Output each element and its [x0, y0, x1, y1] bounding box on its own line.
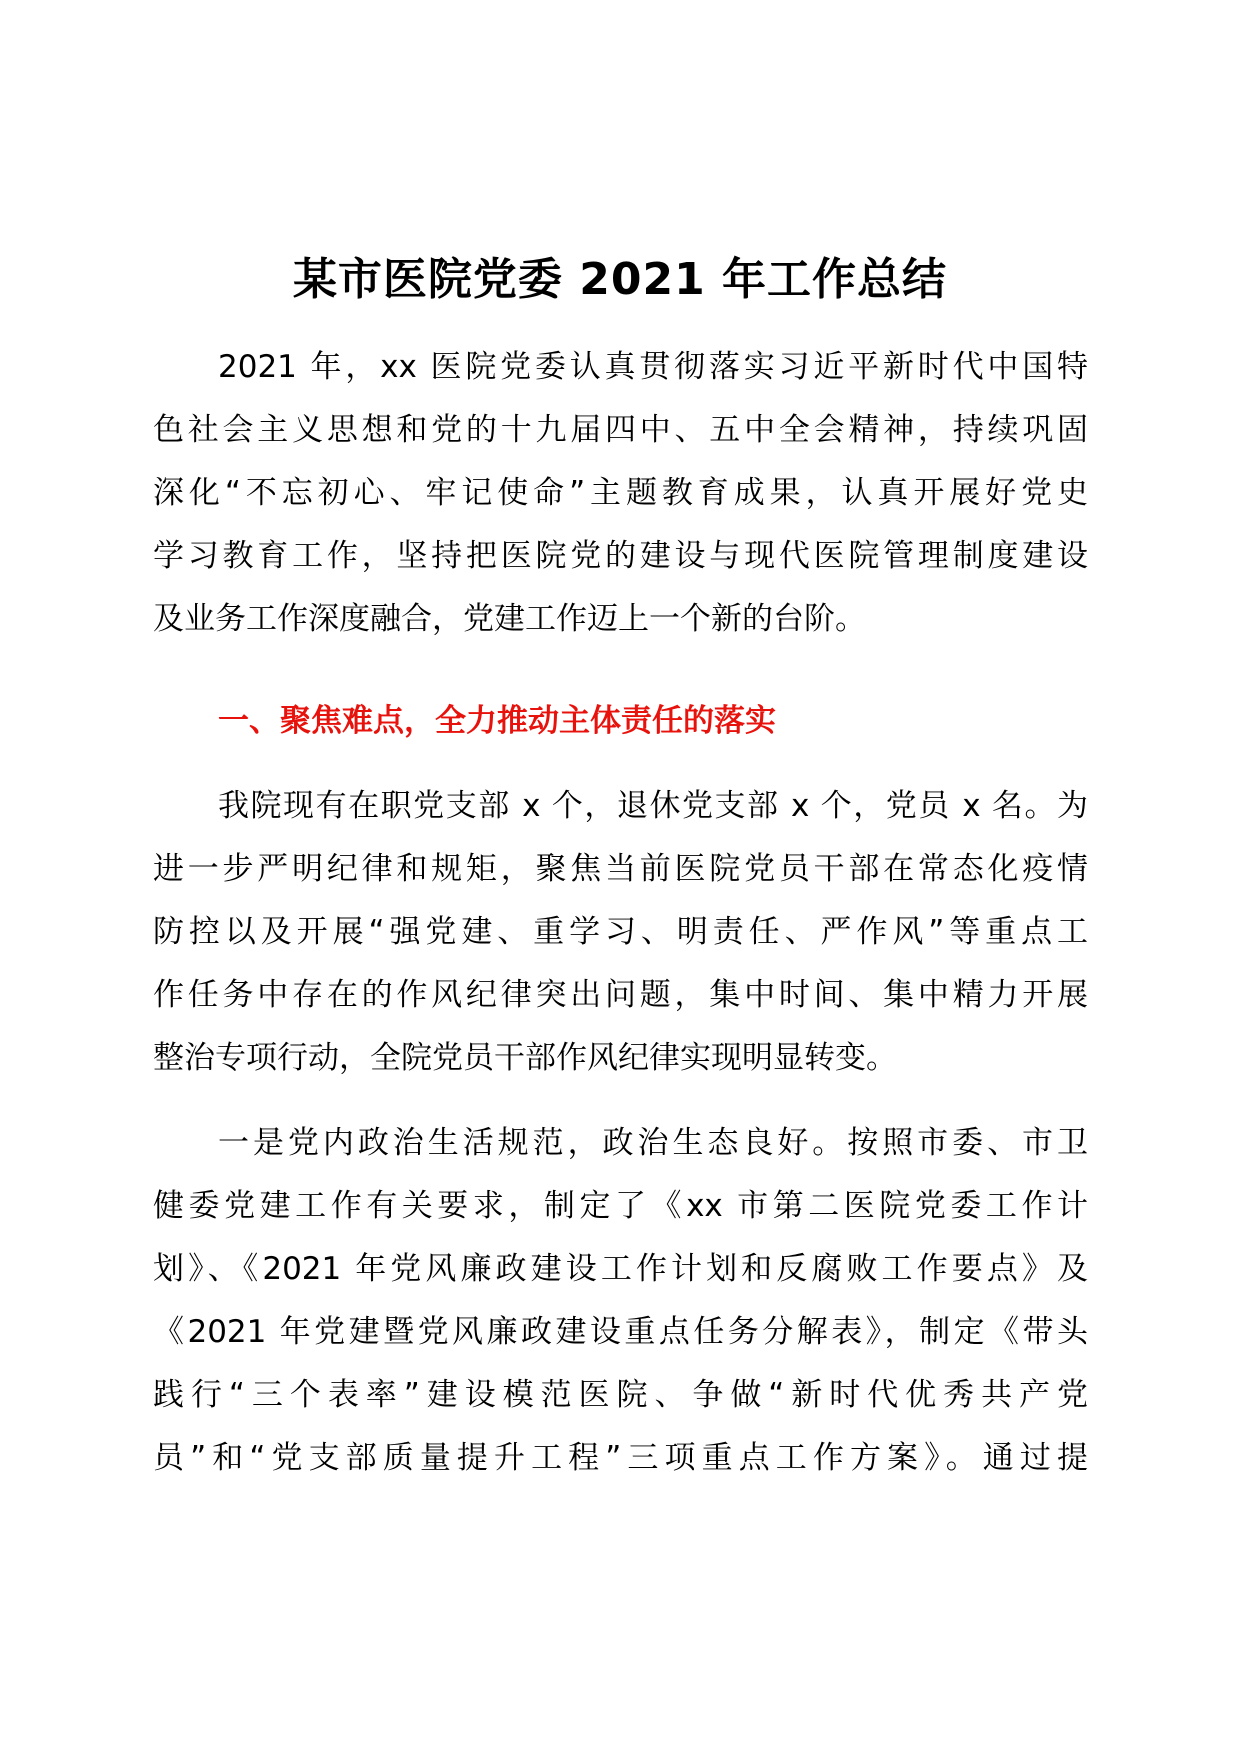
paragraph-line: 一是党内政治生活规范，政治生态良好。按照市委、市卫: [218, 1125, 1088, 1161]
paragraph-line: 践行“三个表率”建设模范医院、争做“新时代优秀共产党: [153, 1377, 1088, 1413]
paragraph-line: 2021 年，xx 医院党委认真贯彻落实习近平新时代中国特: [218, 349, 1088, 385]
paragraph-line: 划》、《2021 年党风廉政建设工作计划和反腐败工作要点》及: [153, 1251, 1088, 1287]
paragraph-line: 学习教育工作，坚持把医院党的建设与现代医院管理制度建设: [153, 538, 1088, 574]
paragraph-line: 深化“不忘初心、牢记使命”主题教育成果，认真开展好党史: [153, 475, 1088, 511]
document-title: 某市医院党委 2021 年工作总结: [292, 254, 948, 305]
section-heading: 一、聚焦难点，全力推动主体责任的落实: [218, 703, 776, 739]
paragraph-line: 作任务中存在的作风纪律突出问题，集中时间、集中精力开展: [153, 977, 1088, 1013]
paragraph-line: 及业务工作深度融合，党建工作迈上一个新的台阶。: [153, 601, 866, 637]
paragraph-line: 进一步严明纪律和规矩，聚焦当前医院党员干部在常态化疫情: [153, 851, 1088, 887]
paragraph-line: 健委党建工作有关要求，制定了《xx 市第二医院党委工作计: [153, 1188, 1088, 1224]
paragraph-line: 我院现有在职党支部 x 个，退休党支部 x 个，党员 x 名。为: [218, 788, 1088, 824]
paragraph-line: 《2021 年党建暨党风廉政建设重点任务分解表》，制定《带头: [153, 1314, 1088, 1350]
paragraph-line: 员”和“党支部质量提升工程”三项重点工作方案》。通过提: [153, 1440, 1088, 1476]
paragraph-line: 整治专项行动，全院党员干部作风纪律实现明显转变。: [153, 1040, 897, 1076]
paragraph-line: 色社会主义思想和党的十九届四中、五中全会精神，持续巩固: [153, 412, 1088, 448]
paragraph-line: 防控以及开展“强党建、重学习、明责任、严作风”等重点工: [153, 914, 1088, 950]
